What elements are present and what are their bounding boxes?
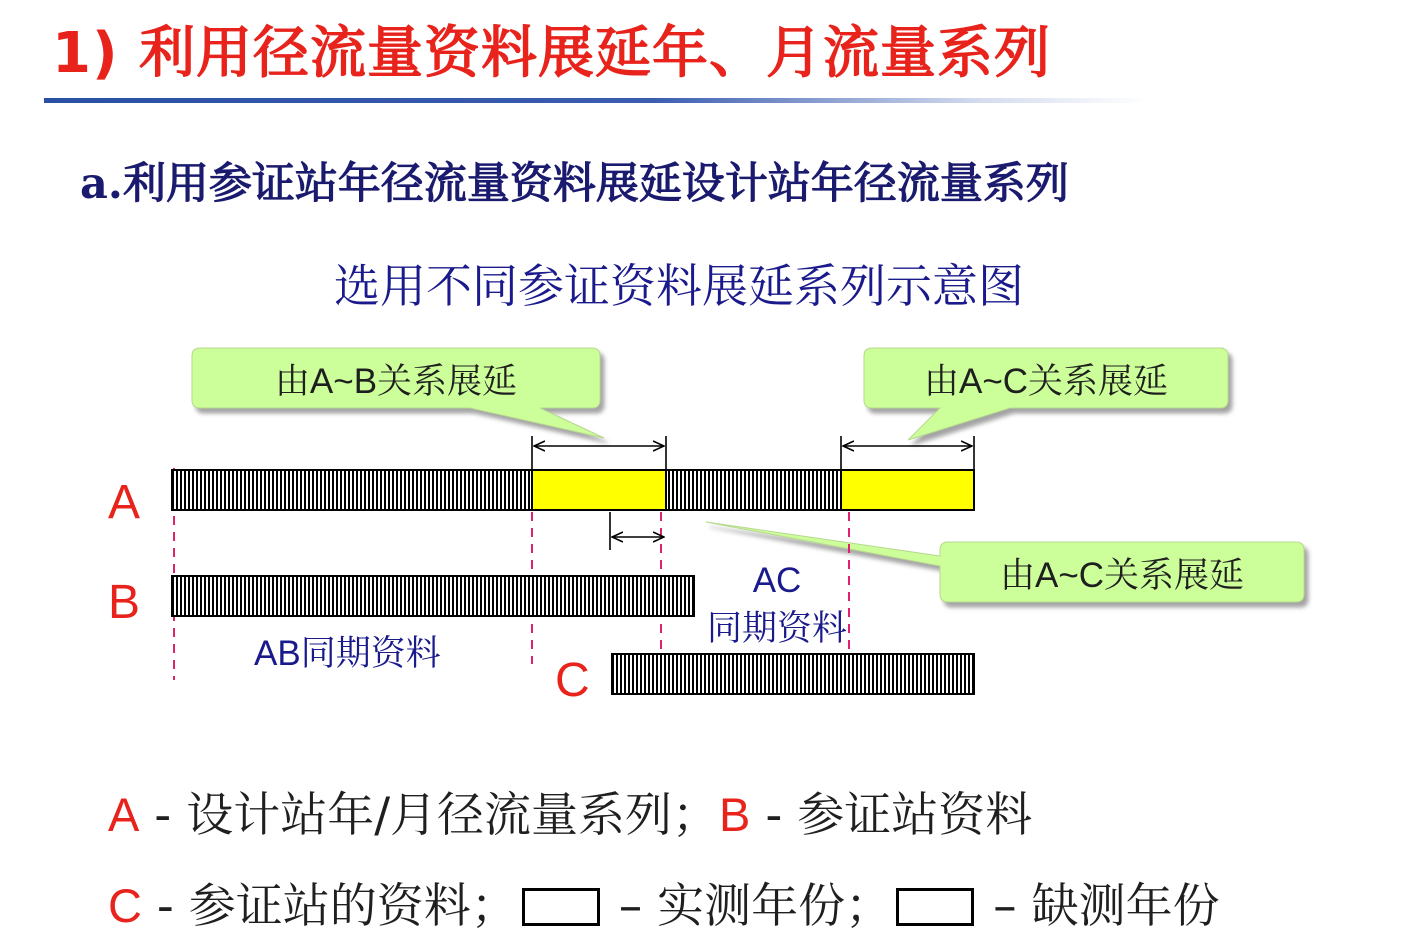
legend-b-key: B (719, 788, 751, 841)
ac-period-label-line1: AC (752, 561, 802, 600)
legend-a-key: A (108, 788, 140, 841)
legend-line-2 (108, 861, 1220, 952)
series-b-bar (172, 576, 694, 616)
legend-missing-swatch (896, 888, 974, 926)
series-a-extended-2 (841, 470, 974, 510)
series-a-extended-1 (532, 470, 666, 510)
ac-period-label-line2: 同期资料 (706, 609, 848, 648)
series-a-observed-1 (172, 470, 532, 510)
legend-c-text: - 参证站的资料； (141, 879, 518, 934)
ab-period-label: AB同期资料 (254, 634, 441, 673)
row-label-c: C (555, 654, 590, 707)
series-c-bar (612, 654, 974, 694)
legend-a-text: - 设计站年/月径流量系列； (139, 788, 720, 843)
legend-c-key: C (108, 879, 142, 932)
legend-b-text: - 参证站资料 (750, 788, 1033, 843)
callout-ac-top-text: 由A~C关系展延 (923, 362, 1169, 401)
row-label-a: A (108, 476, 141, 529)
series-a-bar (172, 470, 974, 510)
section-heading: a.利用参证站年径流量资料展延设计站年径流量系列 (80, 159, 1069, 209)
page-title: 1) 利用径流量资料展延年、月流量系列 (52, 21, 1052, 86)
series-a-observed-2 (666, 470, 841, 510)
row-label-b: B (108, 576, 141, 629)
legend-observed-swatch (522, 888, 600, 926)
legend (108, 770, 1220, 952)
legend-line-1 (108, 770, 1220, 861)
callout-ac-mid-text: 由A~C关系展延 (999, 556, 1245, 595)
diagram-title: 选用不同参证资料展延系列示意图 (334, 259, 1024, 313)
callout-ab-text: 由A~B关系展延 (274, 362, 518, 401)
legend-missing-text: – 缺测年份 (978, 879, 1220, 934)
legend-observed-text: – 实测年份； (603, 879, 893, 934)
